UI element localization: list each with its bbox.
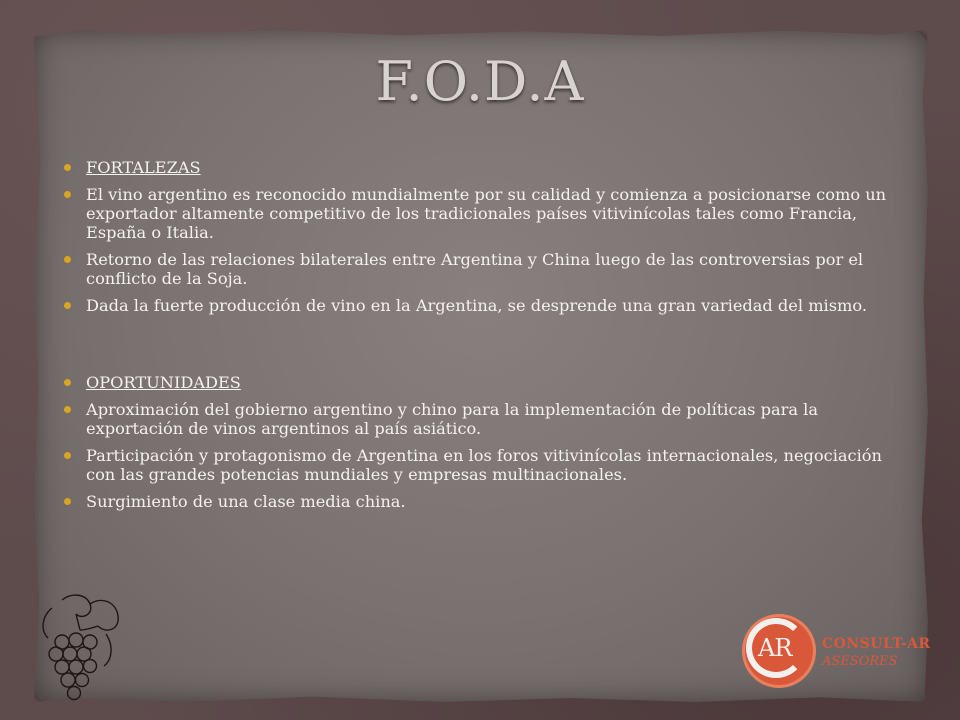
bullet-icon [64,256,71,263]
section-heading-oportunidades: OPORTUNIDADES [64,373,894,392]
grapes-icon [32,590,124,702]
bullet-icon [64,379,71,386]
slide-content [64,158,894,519]
logo-monogram: AR [758,634,792,662]
bullet-list [64,158,894,315]
bullet-icon [64,164,71,171]
list-item: Surgimiento de una clase media china. [64,492,894,511]
list-item: Aproximación del gobierno argentino y chino para la implementación de políticas para la exportación de vinos argentinos al país asiático. [64,400,894,438]
slide-title: F.O.D.A [375,50,585,113]
bullet-icon [64,498,71,505]
section-heading-fortalezas: FORTALEZAS [64,158,894,177]
consultar-logo [738,612,938,692]
logo-name: CONSULT-AR [822,636,931,652]
bullet-icon [64,191,71,198]
list-item: El vino argentino es reconocido mundialmente por su calidad y comienza a posicionarse como un exportador altamente competitivo de los tradicionales países vitivinícolas tales como Francia, España o Italia. [64,185,894,242]
bullet-icon [64,452,71,459]
bullet-icon [64,406,71,413]
section-spacer [64,323,894,373]
list-item: Participación y protagonismo de Argentina en los foros vitivinícolas internacionales, negociación con las grandes potencias mundiales y empresas multinacionales. [64,446,894,484]
list-item: Dada la fuerte producción de vino en la Argentina, se desprende una gran variedad del mismo. [64,296,894,315]
bullet-list [64,373,894,511]
bullet-icon [64,302,71,309]
list-item: Retorno de las relaciones bilaterales entre Argentina y China luego de las controversias por el conflicto de la Soja. [64,250,894,288]
logo-subtitle: ASESORES [822,654,898,669]
